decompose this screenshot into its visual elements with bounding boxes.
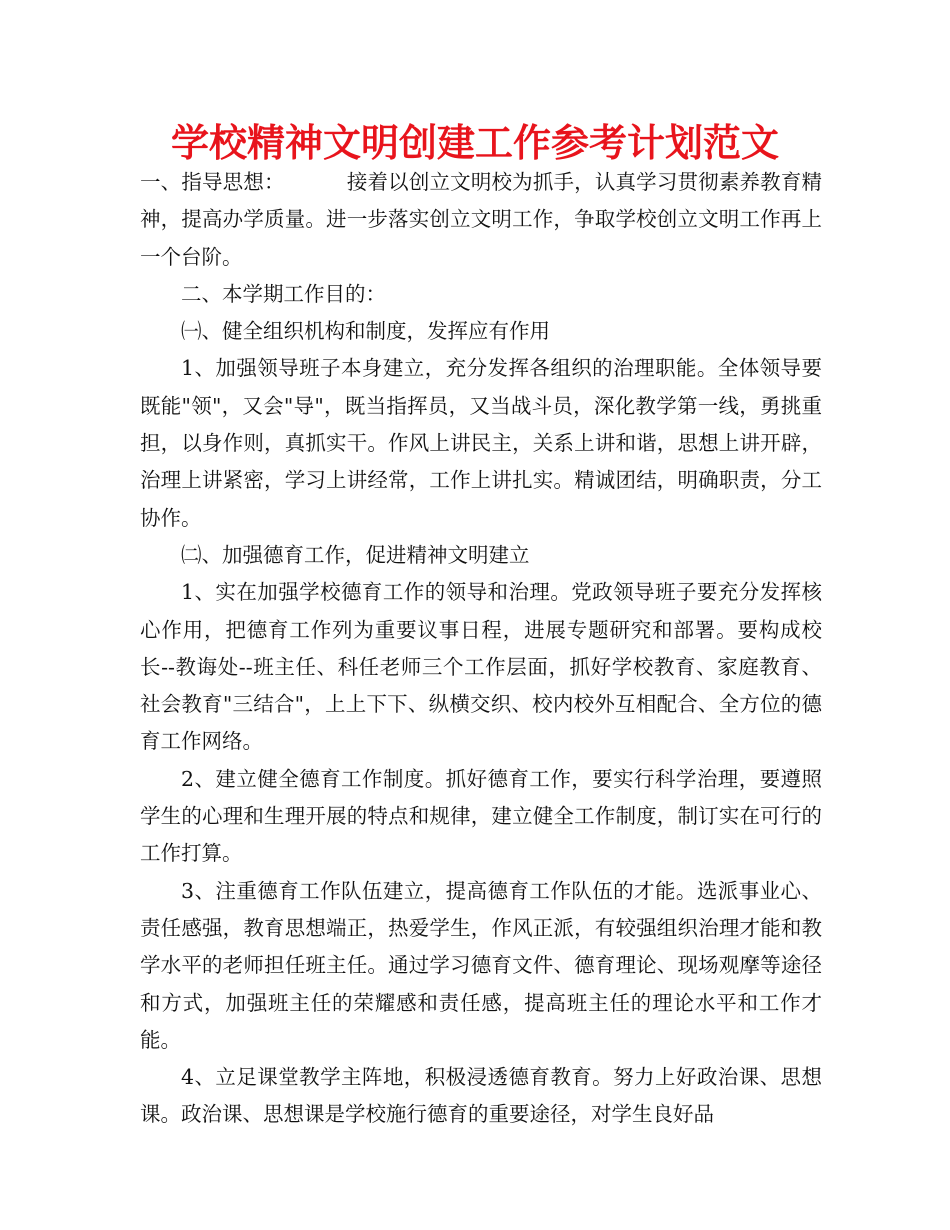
- paragraph-text: 接着以创立文明校为抓手，认真学习贯彻素养教育精神，提高办学质量。进一步落实创立文明工作，争取学校创立文明工作再上一个台阶。: [140, 170, 823, 269]
- paragraph-section-2: 二、本学期工作目的：: [181, 281, 386, 306]
- paragraph-item-4: 4、立足课堂教学主阵地，积极浸透德育教育。努力上好政治课、思想课。政治课、思想课是学校施行德育的重要途径，对学生良好品: [140, 1065, 822, 1127]
- paragraph-guiding-ideology: [140, 164, 822, 276]
- paragraph-item-2: 2、建立健全德育工作制度。抓好德育工作，要实行科学治理，要遵照学生的心理和生理开展的特点和规律，建立健全工作制度，制订实在可行的工作打算。: [140, 766, 822, 866]
- paragraph-item-1b: 1、实在加强学校德育工作的领导和治理。党政领导班子要充分发挥核心作用，把德育工作列为重要议事日程，进展专题研究和部署。要构成校长--教诲处--班主任、科任老师三个工作层面，抓好学校教育、家庭教育、社会教育"三结合"，上上下下、纵横交织、校内校外互相配合、全方位的德育工作网络。: [140, 580, 822, 754]
- document-title: 学校精神文明创建工作参考计划范文: [170, 121, 779, 165]
- paragraph-subsection-1: ㈠、健全组织机构和制度，发挥应有作用: [181, 319, 550, 344]
- paragraph-item-1a: 1、加强领导班子本身建立，充分发挥各组织的治理职能。全体领导要既能"领"，又会"导"，既当指挥员，又当战斗员，深化教学第一线，勇挑重担，以身作则，真抓实干。作风上讲民主，关系上讲和谐，思想上讲开辟，治理上讲紧密，学习上讲经常，工作上讲扎实。精诚团结，明确职责，分工协作。: [140, 356, 822, 530]
- paragraph-item-3: 3、注重德育工作队伍建立，提高德育工作队伍的才能。选派事业心、责任感强，教育思想端正，热爱学生，作风正派，有较强组织治理才能和教学水平的老师担任班主任。通过学习德育文件、德育理论、现场观摩等途径和方式，加强班主任的荣耀感和责任感，提高班主任的理论水平和工作才能。: [140, 878, 822, 1052]
- paragraph-subsection-2: ㈡、加强德育工作，促进精神文明建立: [181, 542, 530, 567]
- document-body: [140, 164, 822, 1134]
- section-heading: 一、指导思想：: [140, 170, 285, 194]
